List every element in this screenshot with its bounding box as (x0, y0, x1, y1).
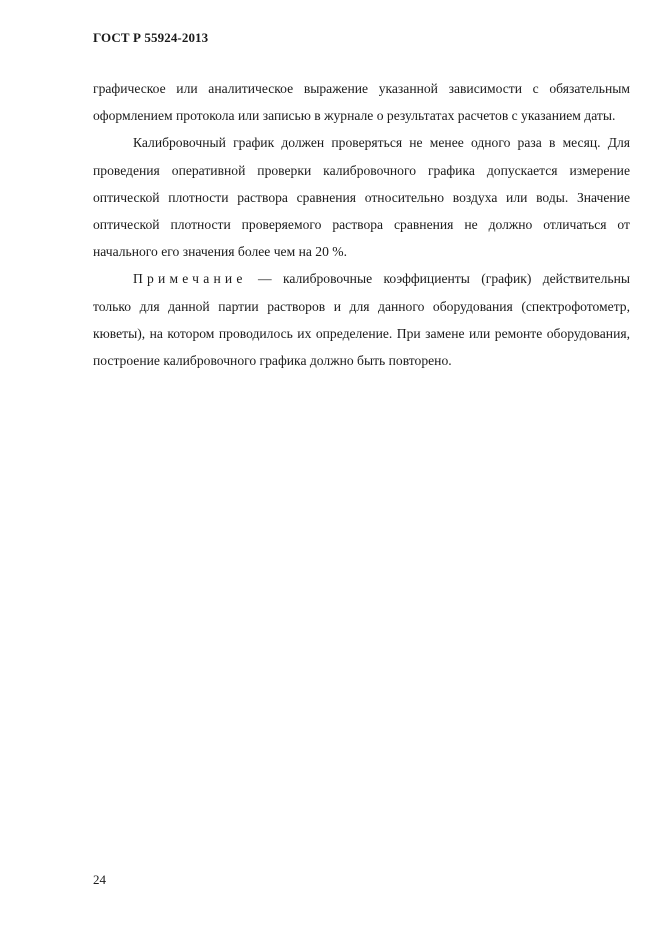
paragraph-calibration-check: Калибровочный график должен проверяться не менее одного раза в месяц. Для проведения оперативной проверки калибровочного графика допускается измерение оптической плотности раствора сравнения относительно воздуха или воды. Значение оптической плотности проверяемого раствора сравнения не должно отличаться от начального его значения более чем на 20 %. (93, 135, 630, 260)
document-header: ГОСТ Р 55924-2013 (93, 30, 209, 45)
document-body (93, 75, 630, 374)
note-text: — калибровочные коэффициенты (график) действительны только для данной партии растворов и для данного оборудования (спектрофотометр, кюветы), на котором проводилось их определение. При замене или ремонте оборудования, построение калибровочного графика должно быть повторено. (93, 271, 630, 369)
paragraph-note (93, 265, 630, 374)
page-number: 24 (93, 872, 106, 887)
paragraph-continuation: графическое или аналитическое выражение указанной зависимости с обязательным оформлением протокола или записью в журнале о результатах расчетов с указанием даты. (93, 81, 630, 124)
note-label: Примечание (133, 271, 247, 287)
